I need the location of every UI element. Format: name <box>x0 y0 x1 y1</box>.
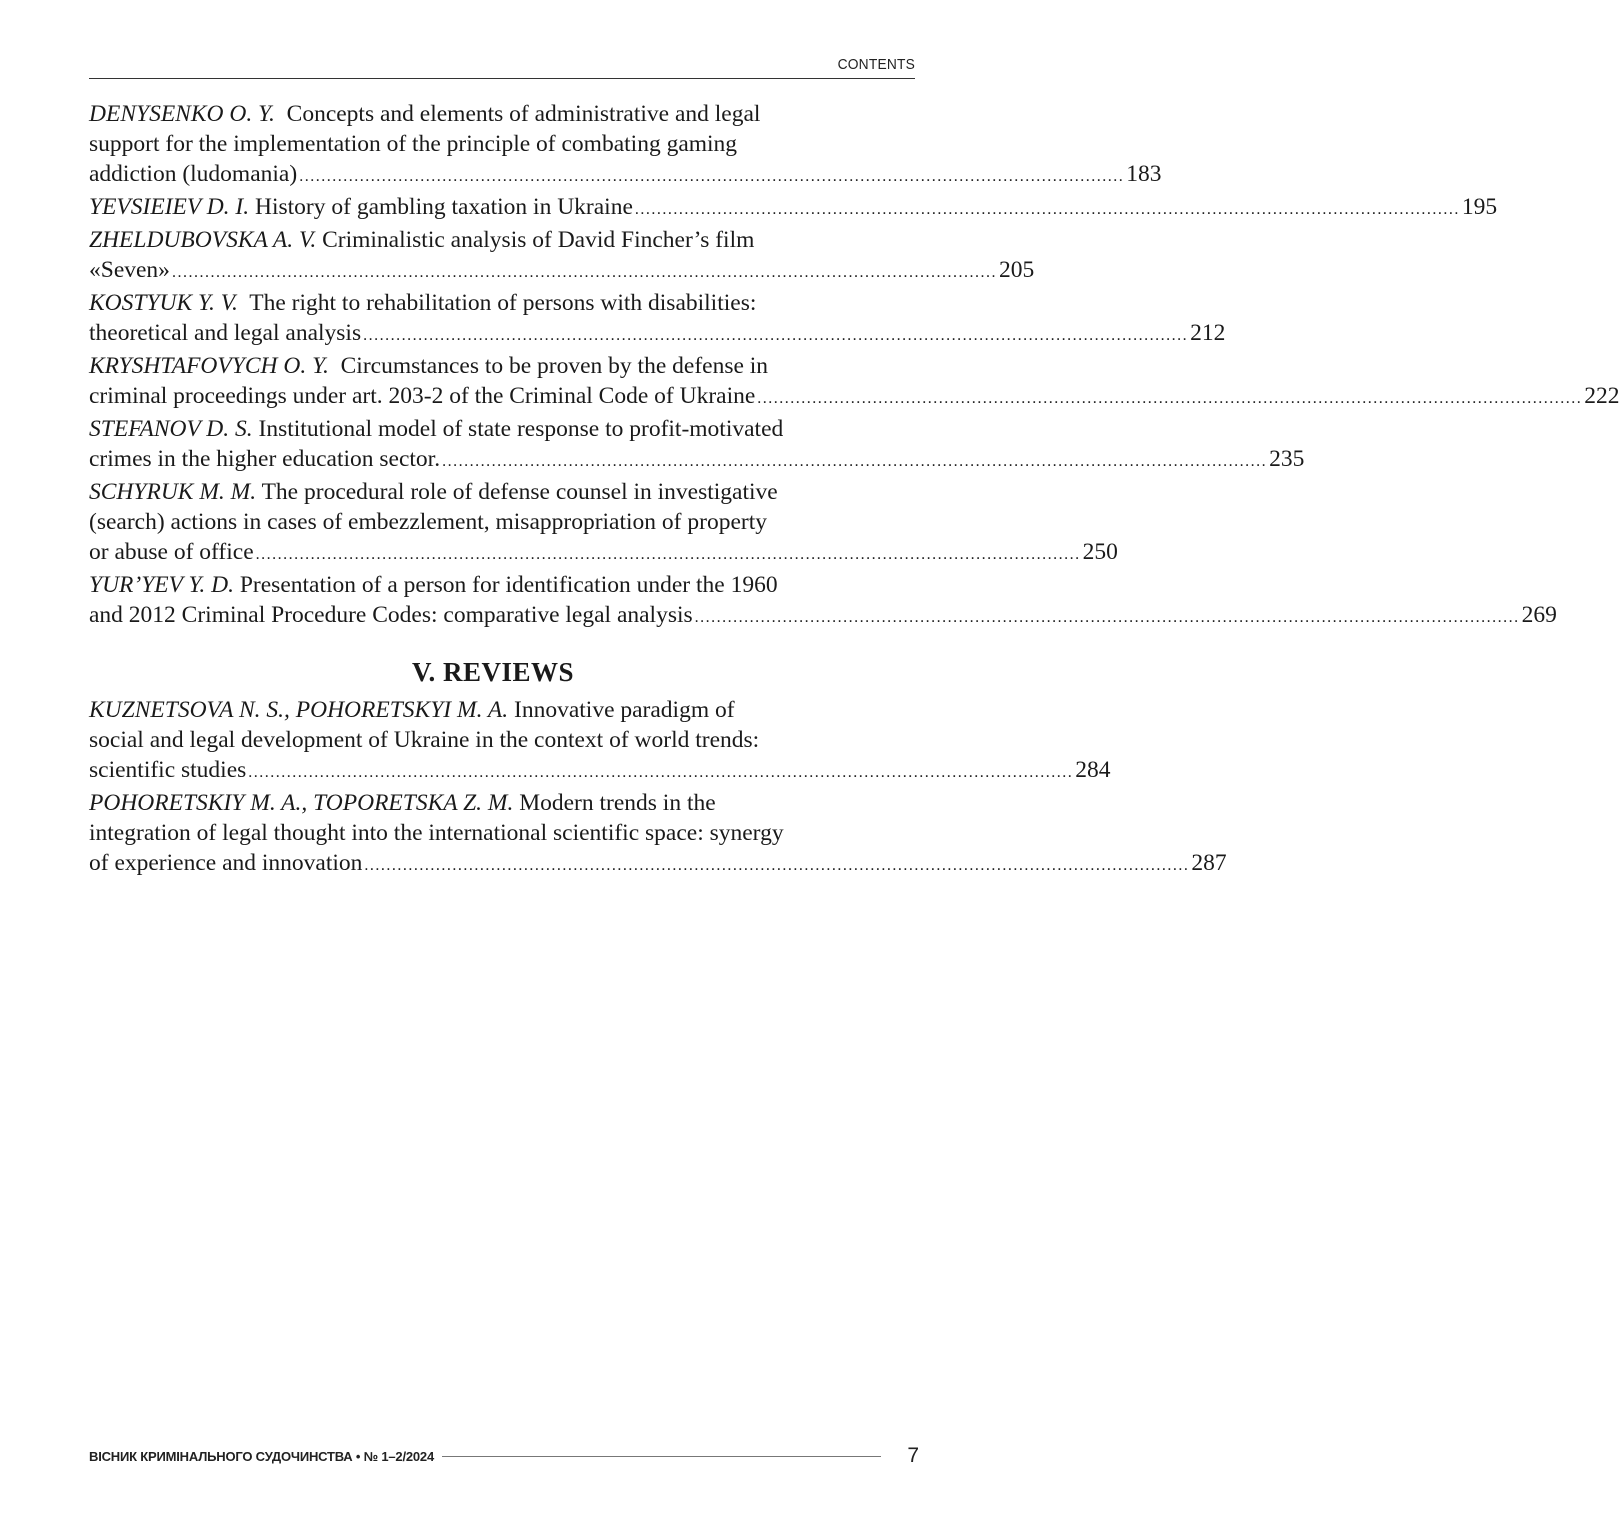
toc-entry[interactable] <box>89 695 1111 788</box>
dot-leader: ...................................................................................................................................................... <box>171 264 997 281</box>
running-head: CONTENTS <box>837 56 915 73</box>
entry-title-line: crimes in the higher education sector. <box>89 446 441 472</box>
entry-title-line: support for the implementation of the principle of combating gaming <box>89 131 738 157</box>
entry-page-number: 269 <box>1521 602 1557 628</box>
entry-page-number: 287 <box>1191 850 1227 876</box>
entry-title-line: social and legal development of Ukraine in the context of world trends: <box>89 727 760 753</box>
entry-title-line: The procedural role of defense counsel in investigative <box>261 479 778 505</box>
entry-title-line: criminal proceedings under art. 203-2 of the Criminal Code of Ukraine <box>89 383 756 409</box>
entry-title-line: addiction (ludomania) <box>89 161 298 187</box>
toc-entry[interactable] <box>89 477 1118 570</box>
page-number: 7 <box>907 1444 919 1467</box>
dot-leader: ...................................................................................................................................................... <box>694 609 1520 626</box>
table-of-contents <box>89 99 1620 881</box>
entry-title-line: Innovative paradigm of <box>514 697 735 723</box>
entry-author: STEFANOV D. S. <box>89 416 253 442</box>
entry-title-line: scientific studies <box>89 757 247 783</box>
header-rule <box>89 78 915 79</box>
dot-leader: ...................................................................................................................................................... <box>299 168 1125 185</box>
entry-page-number: 205 <box>998 257 1035 283</box>
dot-leader: ...................................................................................................................................................... <box>255 546 1081 563</box>
toc-entry[interactable] <box>89 288 1226 351</box>
toc-entry[interactable] <box>89 225 1035 288</box>
entry-page-number: 235 <box>1269 446 1305 472</box>
toc-entry[interactable] <box>89 192 1498 225</box>
entry-title-line: integration of legal thought into the international scientific space: synergy <box>89 820 784 846</box>
entry-title-line: Institutional model of state response to profit-motivated <box>258 416 784 442</box>
footer-rule <box>442 1456 881 1457</box>
entry-author: DENYSENKO O. Y. <box>89 101 275 127</box>
entry-page-number: 284 <box>1075 757 1111 783</box>
entry-title-line: Circumstances to be proven by the defense in <box>340 353 769 379</box>
entry-author: SCHYRUK M. M. <box>89 479 257 505</box>
entry-author: KRYSHTAFOVYCH O. Y. <box>89 353 329 379</box>
entry-page-number: 195 <box>1461 194 1498 220</box>
entry-title-line: (search) actions in cases of embezzlement, misappropriation of property <box>89 509 767 535</box>
dot-leader: ...................................................................................................................................................... <box>634 201 1460 218</box>
toc-entry[interactable] <box>89 414 1305 477</box>
entry-title-line: Presentation of a person for identification under the 1960 <box>239 572 778 598</box>
entry-page-number: 212 <box>1190 320 1226 346</box>
entry-author: YUR’YEV Y. D. <box>89 572 234 598</box>
dot-leader: ...................................................................................................................................................... <box>757 390 1583 407</box>
entry-author: ZHELDUBOVSKA A. V. <box>89 227 317 253</box>
dot-leader: ...................................................................................................................................................... <box>364 857 1190 874</box>
toc-entry[interactable] <box>89 788 1227 881</box>
page-footer <box>89 1444 919 1468</box>
dot-leader: ...................................................................................................................................................... <box>442 453 1268 470</box>
entry-author: YEVSIEIEV D. I. <box>89 194 250 220</box>
entry-page-number: 183 <box>1126 161 1162 187</box>
entry-author: KOSTYUK Y. V. <box>89 290 238 316</box>
toc-entry[interactable] <box>89 99 1162 192</box>
entry-title-line: Criminalistic analysis of David Fincher’s film <box>322 227 755 253</box>
entry-title-line: Modern trends in the <box>519 790 716 816</box>
entry-author: KUZNETSOVA N. S., POHORETSKYI M. A. <box>89 697 509 723</box>
entry-page-number: 250 <box>1082 539 1118 565</box>
entry-title-line: The right to rehabilitation of persons with disabilities: <box>249 290 757 316</box>
entry-title-line: theoretical and legal analysis <box>89 320 362 346</box>
toc-entry[interactable] <box>89 570 1557 633</box>
section-heading-reviews: V. REVIEWS <box>411 657 575 687</box>
dot-leader: ...................................................................................................................................................... <box>248 764 1074 781</box>
entry-title-line: History of gambling taxation in Ukraine <box>255 194 633 220</box>
entry-title-line: or abuse of office <box>89 539 254 565</box>
dot-leader: ...................................................................................................................................................... <box>363 327 1189 344</box>
entry-title-line: of experience and innovation <box>89 850 363 876</box>
entry-title-line: Concepts and elements of administrative and legal <box>286 101 761 127</box>
entry-author: POHORETSKIY M. A., TOPORETSKA Z. M. <box>89 790 514 816</box>
journal-title: ВІСНИК КРИМІНАЛЬНОГО СУДОЧИНСТВА • № 1–2/2024 <box>89 1448 434 1464</box>
entry-page-number: 222 <box>1584 383 1620 409</box>
entry-title-line: «Seven» <box>89 257 170 283</box>
entry-title-line: and 2012 Criminal Procedure Codes: comparative legal analysis <box>89 602 693 628</box>
toc-entry[interactable] <box>89 351 1620 414</box>
